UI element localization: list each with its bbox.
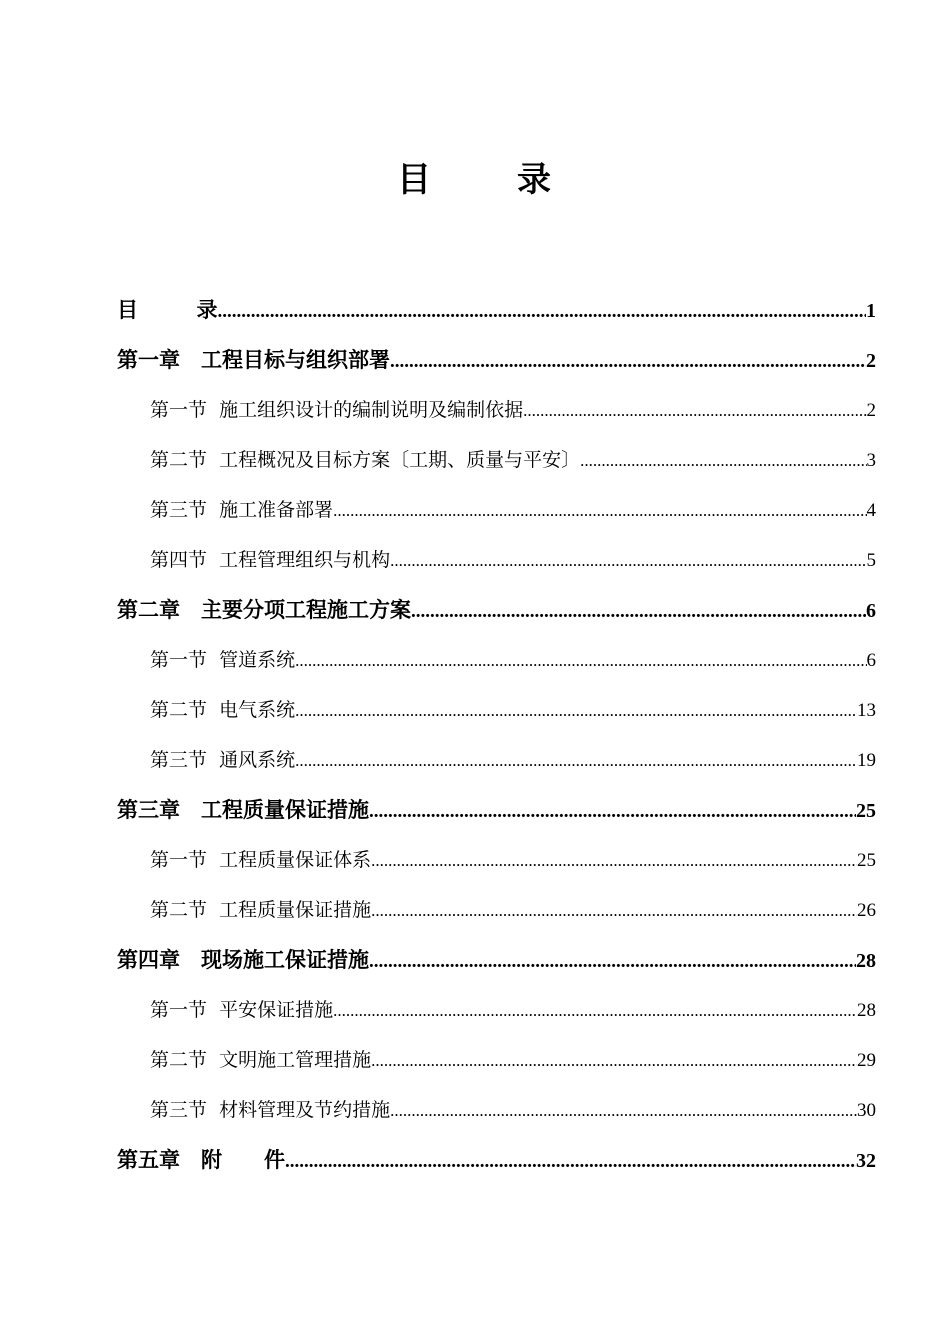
- page-title-part1: 目: [397, 160, 433, 200]
- toc-chapter-entry[interactable]: [117, 590, 876, 640]
- toc-page-number: 25: [857, 850, 876, 871]
- dot-leader: [369, 792, 856, 832]
- toc-section-entry[interactable]: [117, 1090, 876, 1140]
- toc-section-entry[interactable]: [117, 390, 876, 440]
- toc-entry-title: 第四章 现场施工保证措施: [117, 948, 369, 972]
- toc-page-number: 3: [866, 450, 876, 471]
- toc-entry-title: 第二节 工程概况及目标方案〔工期、质量与平安〕: [150, 449, 581, 471]
- toc-entry-title: 目 录: [117, 298, 218, 322]
- toc-entry-title: 第二章 主要分项工程施工方案: [117, 598, 411, 622]
- toc-entry-title: 第三节 通风系统: [150, 749, 296, 771]
- dot-leader: [371, 1041, 857, 1081]
- toc-entry-title: 第二节 文明施工管理措施: [150, 1049, 372, 1071]
- dot-leader: [371, 891, 857, 931]
- toc-page-number: 6: [866, 650, 876, 671]
- dot-leader: [295, 641, 866, 681]
- toc-page-number: 28: [856, 950, 876, 972]
- toc-page-number: 4: [866, 500, 876, 521]
- toc-section-entry[interactable]: [117, 740, 876, 790]
- toc-entry-title: 第一节 施工组织设计的编制说明及编制依据: [150, 399, 524, 421]
- dot-leader: [333, 491, 866, 531]
- dot-leader: [218, 292, 867, 332]
- toc-entry-title: 第三章 工程质量保证措施: [117, 798, 369, 822]
- toc-page-number: 1: [866, 300, 876, 322]
- toc-chapter-entry[interactable]: [117, 790, 876, 840]
- toc-section-entry[interactable]: [117, 840, 876, 890]
- toc-section-entry[interactable]: [117, 690, 876, 740]
- dot-leader: [333, 991, 857, 1031]
- toc-entry-title: 第五章 附 件: [117, 1148, 285, 1172]
- toc-page-number: 26: [857, 900, 876, 921]
- toc-chapter-entry[interactable]: [117, 940, 876, 990]
- toc-section-entry[interactable]: [117, 640, 876, 690]
- dot-leader: [295, 691, 857, 731]
- dot-leader: [390, 342, 866, 382]
- table-of-contents: [117, 290, 876, 1190]
- toc-chapter-entry[interactable]: [117, 290, 876, 340]
- toc-entry-title: 第一章 工程目标与组织部署: [117, 348, 390, 372]
- toc-page-number: 13: [857, 700, 876, 721]
- dot-leader: [371, 841, 857, 881]
- toc-entry-title: 第三节 施工准备部署: [150, 499, 334, 521]
- toc-page-number: 25: [856, 800, 876, 822]
- toc-section-entry[interactable]: [117, 540, 876, 590]
- toc-page-number: 29: [857, 1050, 876, 1071]
- dot-leader: [411, 592, 866, 632]
- toc-chapter-entry[interactable]: [117, 1140, 876, 1190]
- dot-leader: [285, 1142, 856, 1182]
- toc-page-number: 6: [866, 600, 876, 622]
- dot-leader: [295, 741, 857, 781]
- toc-entry-title: 第四节 工程管理组织与机构: [150, 549, 391, 571]
- toc-entry-title: 第三节 材料管理及节约措施: [150, 1099, 391, 1121]
- toc-section-entry[interactable]: [117, 990, 876, 1040]
- toc-entry-title: 第一节 管道系统: [150, 649, 296, 671]
- dot-leader: [580, 441, 866, 481]
- dot-leader: [369, 942, 856, 982]
- toc-page-number: 30: [857, 1100, 876, 1121]
- toc-entry-title: 第二节 工程质量保证措施: [150, 899, 372, 921]
- toc-entry-title: 第二节 电气系统: [150, 699, 296, 721]
- toc-chapter-entry[interactable]: [117, 340, 876, 390]
- dot-leader: [390, 1091, 857, 1131]
- toc-section-entry[interactable]: [117, 890, 876, 940]
- toc-page-number: 2: [866, 400, 876, 421]
- toc-section-entry[interactable]: [117, 440, 876, 490]
- page-title-part2: 录: [517, 160, 553, 200]
- toc-page-number: 5: [866, 550, 876, 571]
- toc-page-number: 19: [857, 750, 876, 771]
- dot-leader: [523, 391, 866, 431]
- toc-entry-title: 第一节 平安保证措施: [150, 999, 334, 1021]
- dot-leader: [390, 541, 866, 581]
- toc-section-entry[interactable]: [117, 490, 876, 540]
- toc-entry-title: 第一节 工程质量保证体系: [150, 849, 372, 871]
- toc-page-number: 28: [857, 1000, 876, 1021]
- toc-page-number: 32: [856, 1150, 876, 1172]
- toc-section-entry[interactable]: [117, 1040, 876, 1090]
- page-title: [0, 156, 950, 204]
- toc-page-number: 2: [866, 350, 876, 372]
